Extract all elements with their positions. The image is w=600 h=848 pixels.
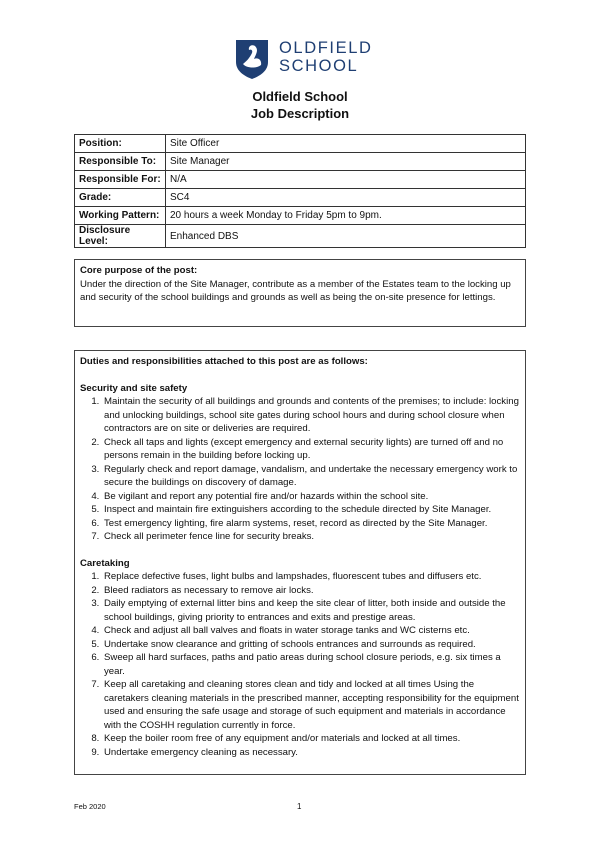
swan-crest-icon	[234, 38, 270, 80]
security-heading: Security and site safety	[80, 382, 188, 394]
info-label: Responsible For:	[75, 171, 166, 189]
table-row	[75, 153, 526, 171]
school-logo	[234, 38, 374, 80]
list-item: 2. Bleed radiators as necessary to remove air locks.	[102, 584, 520, 598]
table-row	[75, 207, 526, 225]
logo-wordmark	[279, 39, 373, 75]
logo-line-2: SCHOOL	[279, 57, 359, 75]
list-item: 3. Daily emptying of external litter bins and keep the site clear of litter, both inside and outside the school buildings, giving priority to entrances and exits and prestige areas.	[102, 597, 520, 624]
table-row	[75, 171, 526, 189]
list-item: 1. Maintain the security of all buildings and grounds and contents of the premises; to include: locking and unlocking buildings, school site gates during school hours and during school closure when contractors are on site or deliveries are required.	[102, 395, 520, 436]
core-purpose-text: Under the direction of the Site Manager, contribute as a member of the Estates team to the locking up and security of the school buildings and grounds as well as being the on-site presence for lettings.	[80, 278, 511, 303]
table-row	[75, 135, 526, 153]
table-row	[75, 225, 526, 248]
title-job-description: Job Description	[250, 106, 350, 121]
core-purpose-box	[74, 259, 526, 327]
info-value: Site Officer	[166, 135, 526, 153]
list-item: 7. Keep all caretaking and cleaning stores clean and tidy and locked at all times Using the caretakers cleaning materials in the prescribed manner, accepting responsibility for the equipment used and ensuring the safe usage and storage of such equipment and materials in accordance with the COSHH regulation currently in force.	[102, 678, 520, 732]
logo-line-1: OLDFIELD	[279, 39, 373, 57]
footer-date: Feb 2020	[74, 802, 106, 811]
list-item: 5. Undertake snow clearance and gritting of schools entrances and surrounds as required.	[102, 638, 520, 652]
list-item: 3. Regularly check and report damage, vandalism, and undertake the necessary emergency work to secure the buildings on discovery of damage.	[102, 463, 520, 490]
list-item: 6. Test emergency lighting, fire alarm systems, reset, record as directed by the Site Manager.	[102, 517, 520, 531]
caretaking-list	[80, 570, 520, 759]
info-value: Enhanced DBS	[166, 225, 526, 248]
title-school: Oldfield School	[252, 89, 348, 104]
list-item: 5. Inspect and maintain fire extinguishers according to the schedule directed by Site Manager.	[102, 503, 520, 517]
list-item: 9. Undertake emergency cleaning as necessary.	[102, 746, 520, 760]
document-title	[0, 88, 600, 122]
page-number: 1	[297, 802, 302, 811]
info-label: Grade:	[75, 189, 166, 207]
info-value: Site Manager	[166, 153, 526, 171]
info-value: SC4	[166, 189, 526, 207]
list-item: 6. Sweep all hard surfaces, paths and patio areas during school closure periods, e.g. six times a year.	[102, 651, 520, 678]
core-purpose-heading: Core purpose of the post:	[80, 265, 198, 276]
info-value: 20 hours a week Monday to Friday 5pm to 9pm.	[166, 207, 526, 225]
list-item: 1. Replace defective fuses, light bulbs and lampshades, fluorescent tubes and diffusers etc.	[102, 570, 520, 584]
duties-heading: Duties and responsibilities attached to this post are as follows:	[80, 356, 368, 367]
job-info-table	[74, 134, 526, 248]
duties-box	[74, 350, 526, 775]
list-item: 2. Check all taps and lights (except emergency and external security lights) are turned off and no persons remain in the building before locking up.	[102, 436, 520, 463]
info-label: Disclosure Level:	[75, 225, 166, 248]
table-row	[75, 189, 526, 207]
info-label: Position:	[75, 135, 166, 153]
info-label: Responsible To:	[75, 153, 166, 171]
info-label: Working Pattern:	[75, 207, 166, 225]
list-item: 8. Keep the boiler room free of any equipment and/or materials and locked at all times.	[102, 732, 520, 746]
list-item: 4. Be vigilant and report any potential fire and/or hazards within the school site.	[102, 490, 520, 504]
caretaking-heading: Caretaking	[80, 557, 130, 569]
info-value: N/A	[166, 171, 526, 189]
list-item: 4. Check and adjust all ball valves and floats in water storage tanks and WC cisterns etc.	[102, 624, 520, 638]
list-item: 7. Check all perimeter fence line for security breaks.	[102, 530, 520, 544]
security-list	[80, 395, 520, 544]
